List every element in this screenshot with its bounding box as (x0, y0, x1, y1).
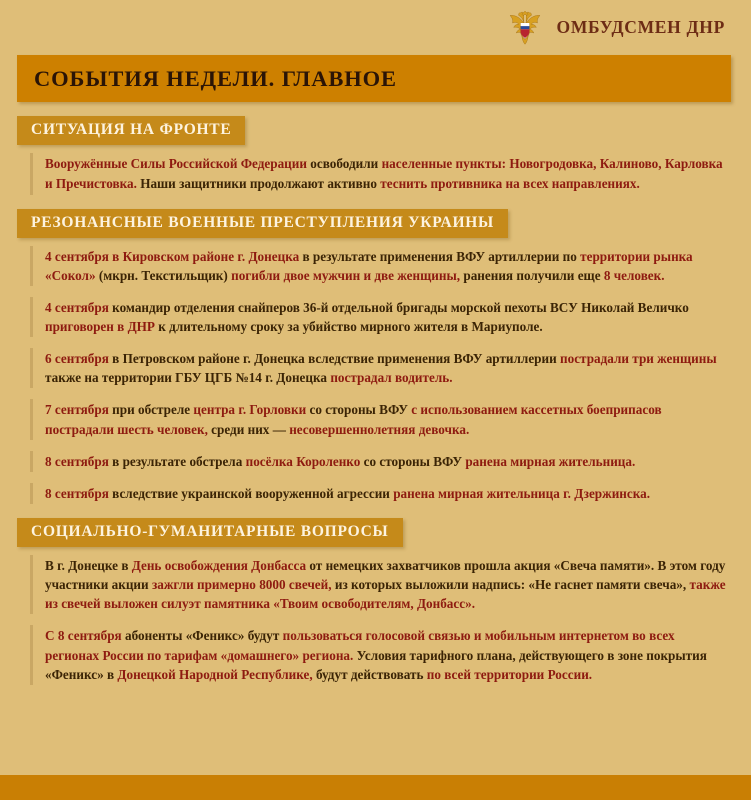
section-header-label: СИТУАЦИЯ НА ФРОНТЕ (31, 121, 232, 138)
sections-container (0, 116, 751, 685)
section-items (0, 153, 751, 195)
section-header (17, 518, 403, 547)
highlighted-text-run: посёлка Короленко (245, 453, 364, 469)
news-item (30, 246, 727, 286)
text-run: В г. Донецке в (45, 558, 132, 573)
highlighted-text-run: с использованием кассетных боеприпасов пострадали шесть человек, (45, 402, 662, 437)
text-run: ранения получили еще (463, 267, 604, 283)
news-item-text (45, 452, 727, 471)
news-item (30, 451, 727, 472)
text-run: абоненты «Феникс» будут (124, 628, 283, 644)
highlighted-text-run: зажгли примерно 8000 свечей, (151, 577, 335, 593)
news-item (30, 625, 727, 684)
highlighted-text-run: ранена мирная жительница г. Дзержинска. (393, 485, 651, 501)
highlighted-text-run: 7 сентября (45, 402, 113, 418)
section-header (17, 116, 245, 145)
highlighted-text-run: пострадали три женщины (560, 351, 717, 367)
text-run: (мкрн. Текстильщик) (98, 267, 232, 283)
text-run: вследствие украинской вооруженной агрессии (112, 485, 394, 501)
text-run: к длительному сроку за убийство мирного жителя в Мариуполе. (158, 319, 543, 335)
highlighted-text-run: приговорен в ДНР (45, 319, 159, 335)
highlighted-text-run: погибли двое мужчин и две женщины, (231, 267, 464, 283)
page-title: СОБЫТИЯ НЕДЕЛИ. ГЛАВНОЕ (34, 65, 397, 91)
news-item-text (45, 298, 727, 336)
text-run: среди них — (211, 421, 290, 437)
text-run: в результате применения ВФУ артиллерии по (302, 248, 581, 264)
news-item (30, 483, 727, 504)
section-items (0, 555, 751, 685)
highlighted-text-run: несовершеннолетняя девочка. (289, 421, 470, 437)
news-item-text (45, 626, 727, 683)
news-item-text (45, 247, 727, 285)
text-run: Условия тарифного плана, действующего в зоне покрытия «Феникс» в (45, 647, 707, 682)
highlighted-text-run: 6 сентября (45, 351, 113, 367)
highlighted-text-run: С 8 сентября (45, 628, 125, 644)
text-run: при обстреле (112, 402, 194, 418)
highlighted-text-run: ранена мирная жительница. (465, 453, 636, 469)
highlighted-text-run: 4 сентября в Кировском районе г. Донецка (45, 248, 303, 264)
highlighted-text-run: День освобождения Донбасса (131, 558, 310, 573)
news-item-text (45, 400, 727, 438)
highlighted-text-run: пострадал водитель. (330, 370, 453, 386)
highlighted-text-run: теснить противника на всех направлениях. (380, 175, 640, 191)
highlighted-text-run: населенные пункты: Новогродовка, Калиново, Карловка и Пречистовка. (45, 156, 723, 191)
section-header (17, 209, 508, 238)
text-run: освободили (310, 156, 382, 171)
news-item-text (45, 349, 727, 387)
highlighted-text-run: Вооружённые Силы Российской Федерации (45, 156, 311, 171)
news-item (30, 348, 727, 388)
footer-stripe (0, 775, 751, 800)
highlighted-text-run: по всей территории России. (426, 666, 593, 682)
news-item (30, 399, 727, 439)
top-bar (0, 0, 751, 55)
highlighted-text-run: 8 сентября (45, 453, 113, 469)
section (0, 209, 751, 504)
section-items (0, 246, 751, 504)
text-run: командир отделения снайперов 36-й отдельной бригады морской пехоты ВСУ Николай Величко (112, 299, 689, 315)
section-header-label: СОЦИАЛЬНО-ГУМАНИТАРНЫЕ ВОПРОСЫ (31, 523, 389, 540)
brand-name: ОМБУДСМЕН ДНР (556, 17, 725, 37)
highlighted-text-run: 4 сентября (45, 299, 113, 315)
highlighted-text-run: Донецкой Народной Республике, (117, 666, 316, 682)
text-run: Наши защитники продолжают активно (140, 175, 381, 191)
text-run: будут действовать (315, 666, 427, 682)
text-run: от немецких захватчиков прошла акция «Свеча памяти». В этом году участники акции (45, 558, 726, 593)
main-title-banner (17, 55, 731, 102)
highlighted-text-run: 8 человек. (603, 267, 665, 283)
text-run: из которых выложили надпись: «Не гаснет памяти свеча», (334, 577, 690, 593)
highlighted-text-run: также из свечей выложен силуэт памятника «Твоим освободителям, Донбасс». (45, 577, 726, 612)
highlighted-text-run: центра г. Горловки (193, 402, 310, 418)
section (0, 518, 751, 685)
news-item (30, 153, 727, 195)
news-item (30, 555, 727, 614)
news-item-text (45, 556, 727, 613)
double-headed-eagle-emblem-icon (505, 8, 545, 48)
text-run: со стороны ВФУ (363, 453, 466, 469)
news-item (30, 297, 727, 337)
brand (505, 8, 725, 48)
section (0, 116, 751, 195)
highlighted-text-run: территории рынка «Сокол» (45, 248, 693, 283)
news-item-text (45, 484, 727, 503)
highlighted-text-run: пользоваться голосовой связью и мобильным интернетом во всех регионах России по тарифам «домашнего» региона. (45, 628, 675, 663)
text-run: со стороны ВФУ (309, 402, 412, 418)
section-header-label: РЕЗОНАНСНЫЕ ВОЕННЫЕ ПРЕСТУПЛЕНИЯ УКРАИНЫ (31, 213, 495, 231)
highlighted-text-run: 8 сентября (45, 485, 113, 501)
text-run: в результате обстрела (112, 453, 246, 469)
news-item-text (45, 154, 727, 194)
text-run: также на территории ГБУ ЦГБ №14 г. Донецка (45, 370, 331, 386)
text-run: в Петровском районе г. Донецка вследствие применения ВФУ артиллерии (112, 351, 561, 367)
